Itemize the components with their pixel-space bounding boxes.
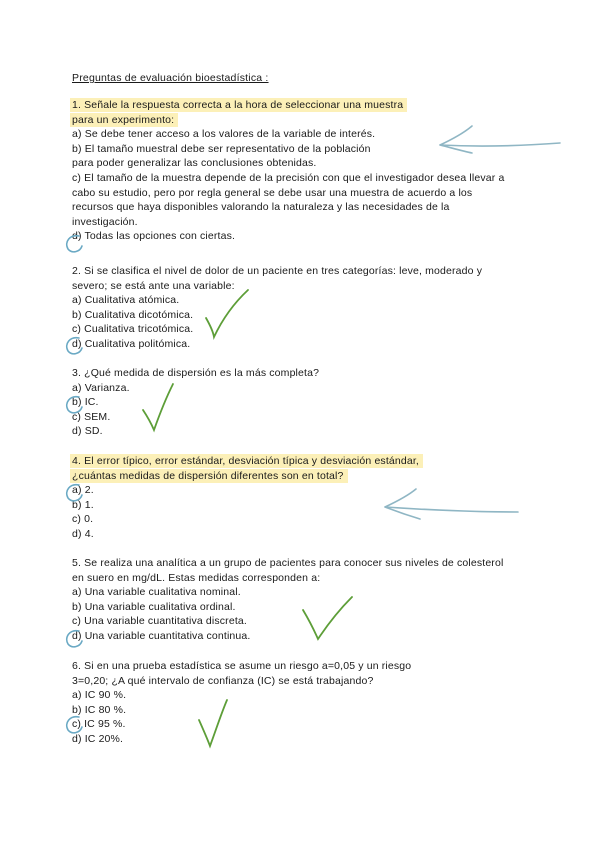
question-1-option-c-cont-1: cabo su estudio, pero por regla general se debe usar una muestra de acuerdo a los (72, 186, 473, 199)
question-1-option-a: a) Se debe tener acceso a los valores de la variable de interés. (72, 128, 376, 141)
question-6-option-c: c) IC 95 %. (72, 718, 126, 731)
question-5-stem-line-2: en suero en mg/dL. Estas medidas corresponden a: (72, 571, 321, 584)
question-3-stem-line-1: 3. ¿Qué medida de dispersión es la más completa? (72, 367, 320, 379)
question-6 (72, 659, 532, 747)
question-6-option-a: a) IC 90 %. (72, 689, 127, 702)
question-1 (72, 98, 532, 244)
question-3-option-d: d) SD. (72, 425, 103, 438)
question-1-option-c-cont-3: investigación. (72, 215, 138, 228)
question-4-option-d: d) 4. (72, 527, 94, 540)
question-2-stem-line-2: severo; se está ante una variable: (72, 279, 235, 292)
question-2-option-a: a) Cualitativa atómica. (72, 294, 180, 307)
question-4-stem-line-1: 4. El error típico, error estándar, desviación típica y desviación estándar, (70, 454, 423, 468)
question-2-option-b: b) Cualitativa dicotómica. (72, 308, 194, 321)
question-4-stem-line-2: ¿cuántas medidas de dispersión diferentes son en total? (70, 469, 348, 483)
question-5-option-a: a) Una variable cualitativa nominal. (72, 586, 241, 599)
question-4-option-b: b) 1. (72, 498, 94, 511)
question-6-option-d: d) IC 20%. (72, 732, 124, 745)
question-1-stem-line-2: para un experimento: (70, 113, 178, 127)
question-3-option-c: c) SEM. (72, 410, 111, 423)
question-1-option-c: c) El tamaño de la muestra depende de la precisión con que el investigador desea llevar a (72, 171, 505, 184)
question-1-stem-line-1: 1. Señale la respuesta correcta a la hora de seleccionar una muestra (70, 98, 407, 112)
question-2-option-c: c) Cualitativa tricotómica. (72, 323, 194, 336)
question-1-option-d: d) Todas las opciones con ciertas. (72, 230, 236, 243)
question-1-option-b-cont: para poder generalizar las conclusiones obtenidas. (72, 157, 317, 170)
page-title: Preguntas de evaluación bioestadística : (72, 72, 269, 84)
question-5-option-d: d) Una variable cuantitativa continua. (72, 629, 251, 642)
question-6-stem-line-1: 6. Si en una prueba estadística se asume un riesgo a=0,05 y un riesgo (72, 660, 412, 672)
question-2-option-d: d) Cualitativa politómica. (72, 337, 191, 350)
question-5-option-b: b) Una variable cualitativa ordinal. (72, 600, 236, 613)
question-2-stem-line-1: 2. Si se clasifica el nivel de dolor de un paciente en tres categorías: leve, moderado y (72, 265, 483, 277)
question-5 (72, 556, 532, 644)
question-5-option-c: c) Una variable cuantitativa discreta. (72, 615, 247, 628)
question-1-option-b: b) El tamaño muestral debe ser representativo de la población (72, 142, 371, 155)
question-2 (72, 264, 532, 352)
question-4 (72, 454, 532, 542)
question-6-option-b: b) IC 80 %. (72, 703, 127, 716)
question-1-option-c-cont-2: recursos que haya disponibles valorando la naturaleza y las necesidades de la (72, 201, 450, 214)
question-3 (72, 366, 532, 439)
question-6-stem-line-2: 3=0,20; ¿A qué intervalo de confianza (IC) se está trabajando? (72, 674, 374, 687)
question-3-option-a: a) Varianza. (72, 381, 130, 394)
question-4-option-c: c) 0. (72, 513, 94, 526)
question-5-stem-line-1: 5. Se realiza una analítica a un grupo de pacientes para conocer sus niveles de colesterol (72, 557, 504, 569)
question-3-option-b: b) IC. (72, 396, 99, 409)
question-4-option-a: a) 2. (72, 484, 94, 497)
